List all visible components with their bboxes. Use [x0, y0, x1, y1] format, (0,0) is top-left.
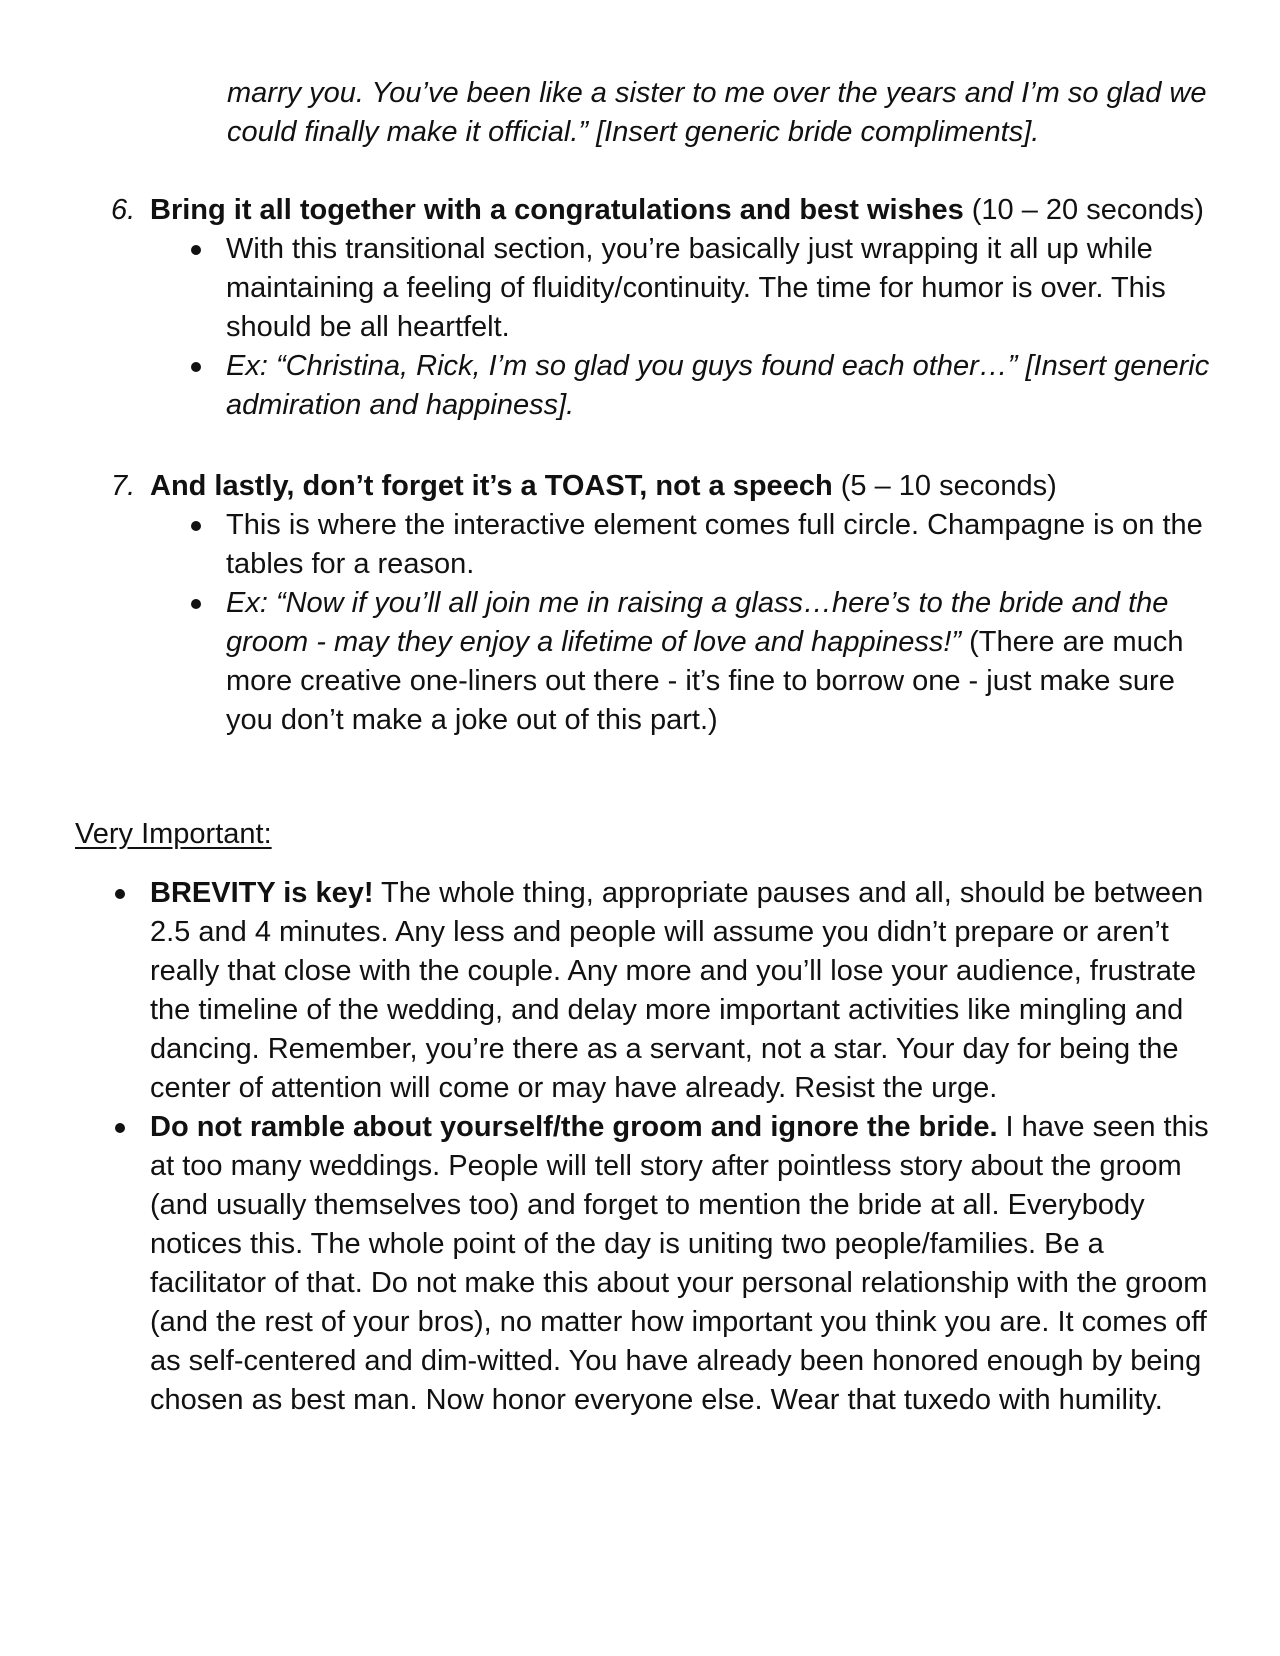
step-7-bullets	[150, 506, 1210, 740]
step-6	[111, 191, 1210, 425]
continuation-text	[227, 74, 1227, 152]
list-item: This is where the interactive element comes full circle. Champagne is on the tables for a reason.	[150, 506, 1210, 584]
step-number: 7.	[111, 470, 136, 502]
example-text: Ex: “Christina, Rick, I’m so glad you guys found each other…” [Insert generic admiration and happiness].	[226, 350, 1210, 421]
example-text: Ex: “Now if you’ll all join me in raising a glass…here’s to the bride and the groom - may they enjoy a lifetime of love and happiness!”	[226, 587, 1169, 658]
step-heading	[150, 467, 1210, 506]
continuation-example: marry you. You’ve been like a sister to me over the years and I’m so glad we could finally make it official.” [Insert generic bride compliments].	[227, 77, 1207, 148]
list-item	[150, 347, 1210, 425]
important-list	[150, 874, 1210, 1420]
step-heading	[150, 191, 1210, 230]
emphasis-text: Do not ramble about yourself/the groom and ignore the bride.	[150, 1111, 998, 1143]
list-item: Ex: “Now if you’ll all join me in raising a glass…here’s to the bride and the groom - may they enjoy a lifetime of love and happiness!” (There are much more creative one-liners out there - it’s fine to borrow one - just make sure you don’t make a joke out of this part.)	[150, 584, 1210, 740]
list-item: BREVITY is key! The whole thing, appropriate pauses and all, should be between 2.5 and 4 minutes. Any less and people will assume you didn’t prepare or aren’t really that close with the couple. Any more and you’ll lose your audience, frustrate the timeline of the wedding, and delay more important activities like mingling and dancing. Remember, you’re there as a servant, not a star. Your day for being the center of attention will come or may have already. Resist the urge.	[150, 874, 1210, 1108]
step-duration: (5 – 10 seconds)	[832, 470, 1057, 502]
step-title: And lastly, don’t forget it’s a TOAST, not a speech	[150, 470, 833, 502]
emphasis-text: BREVITY is key!	[150, 877, 374, 909]
step-number: 6.	[111, 194, 136, 226]
step-duration: (10 – 20 seconds)	[963, 194, 1204, 226]
step-title: Bring it all together with a congratulations and best wishes	[150, 194, 964, 226]
step-6-bullets	[150, 230, 1210, 425]
list-item: Do not ramble about yourself/the groom and ignore the bride. I have seen this at too many weddings. People will tell story after pointless story about the groom (and usually themselves too) and forget to mention the bride at all. Everybody notices this. The whole point of the day is uniting two people/families. Be a facilitator of that. Do not make this about your personal relationship with the groom (and the rest of your bros), no matter how important you think you are. It comes off as self-centered and dim-witted. You have already been honored enough by being chosen as best man. Now honor everyone else. Wear that tuxedo with humility.	[150, 1108, 1210, 1420]
step-7	[111, 467, 1210, 740]
list-item: With this transitional section, you’re basically just wrapping it all up while maintaining a feeling of fluidity/continuity. The time for humor is over. This should be all heartfelt.	[150, 230, 1210, 347]
section-heading: Very Important:	[75, 818, 272, 850]
